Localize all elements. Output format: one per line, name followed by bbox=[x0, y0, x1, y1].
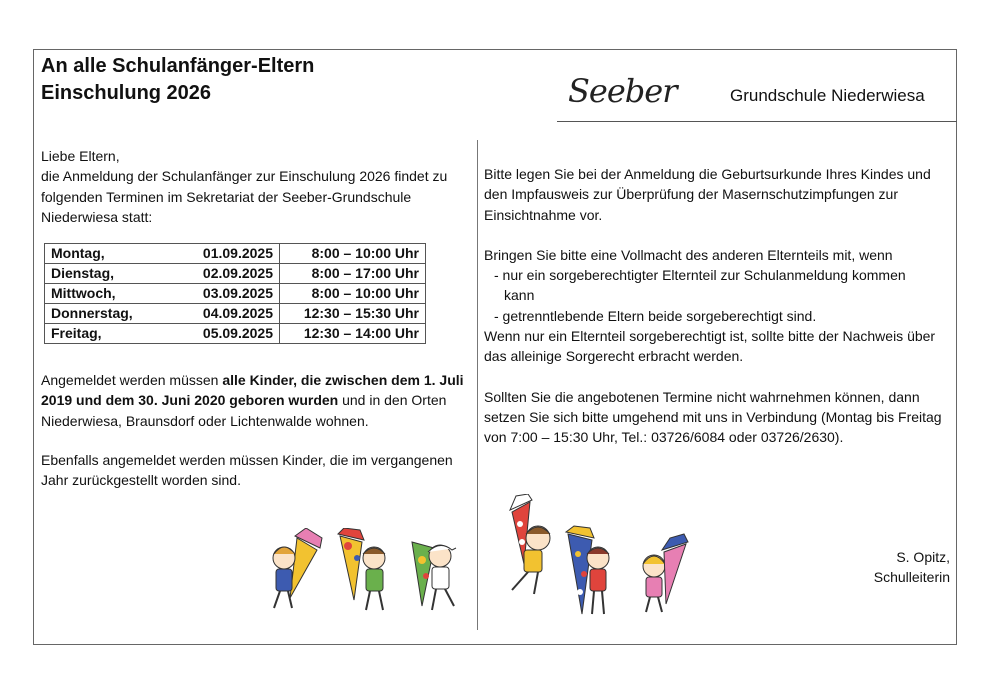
child-with-cone-icon bbox=[338, 528, 385, 610]
deferred-paragraph: Ebenfalls angemeldet werden müssen Kinder, die im vergangenen Jahr zurückgestellt worden sind. bbox=[41, 452, 453, 489]
title-line-2: Einschulung 2026 bbox=[41, 82, 212, 104]
time-cell: 12:30 – 14:00 Uhr bbox=[280, 324, 426, 344]
school-name: Grundschule Niederwiesa bbox=[730, 86, 925, 105]
documents-paragraph: Bitte legen Sie bei der Anmeldung die Geburtsurkunde Ihres Kindes und den Impfausweis zur Überprüfung der Masernschutzimpfungen zur Einsichtnahme vor. bbox=[484, 166, 931, 223]
schedule-table bbox=[44, 243, 426, 344]
header-rule bbox=[557, 121, 957, 122]
day-cell: Freitag, bbox=[45, 324, 178, 344]
date-cell: 03.09.2025 bbox=[177, 284, 280, 304]
table-row bbox=[45, 284, 426, 304]
day-cell: Montag, bbox=[45, 244, 178, 264]
custody-paragraph: Wenn nur ein Elternteil sorgeberechtigt ist, sollte bitte der Nachweis über das alleinige Sorgerecht erbracht werden. bbox=[484, 328, 936, 365]
signature bbox=[874, 547, 950, 588]
bullet-item: - getrenntlebende Eltern beide sorgeberechtigt sind. bbox=[494, 307, 817, 324]
signature-name: S. Opitz, bbox=[896, 549, 950, 565]
day-cell: Dienstag, bbox=[45, 264, 178, 284]
deferred-note bbox=[41, 450, 481, 491]
date-cell: 04.09.2025 bbox=[177, 304, 280, 324]
time-cell: 8:00 – 10:00 Uhr bbox=[280, 244, 426, 264]
day-cell: Mittwoch, bbox=[45, 284, 178, 304]
child-with-cone-icon bbox=[510, 494, 550, 594]
title-line-1: An alle Schulanfänger-Eltern bbox=[41, 55, 315, 77]
table-row bbox=[45, 324, 426, 344]
authorization-paragraph: Bringen Sie bitte eine Vollmacht des anderen Elternteils mit, wenn bbox=[484, 246, 893, 263]
time-cell: 8:00 – 10:00 Uhr bbox=[280, 284, 426, 304]
date-cell: 01.09.2025 bbox=[177, 244, 280, 264]
child-with-cone-icon bbox=[412, 542, 456, 610]
table-row bbox=[45, 244, 426, 264]
bullet-continuation: kann bbox=[504, 287, 535, 304]
time-cell: 8:00 – 17:00 Uhr bbox=[280, 264, 426, 284]
day-cell: Donnerstag, bbox=[45, 304, 178, 324]
signature-role: Schulleiterin bbox=[873, 569, 950, 586]
registration-note bbox=[41, 370, 481, 431]
document-title bbox=[41, 53, 314, 107]
spacer bbox=[484, 367, 954, 387]
bullet-item: - nur ein sorgeberechtigter Elternteil zur Schulanmeldung kommen bbox=[494, 267, 906, 284]
table-row bbox=[45, 304, 426, 324]
time-cell: 12:30 – 15:30 Uhr bbox=[280, 304, 426, 324]
children-illustration-left bbox=[262, 528, 467, 618]
child-with-cone-icon bbox=[643, 534, 688, 612]
note-pre: Angemeldet werden müssen bbox=[41, 372, 223, 388]
children-illustration-right bbox=[494, 494, 709, 624]
child-with-cone-icon bbox=[273, 528, 322, 608]
child-with-cone-icon bbox=[566, 526, 609, 614]
intro-text bbox=[41, 146, 476, 227]
note-bold: alle Kinder, die zwischen dem 1. Juli 2019 und dem 30. Juni 2020 geboren wurden bbox=[41, 372, 464, 409]
right-column-text bbox=[484, 164, 954, 448]
greeting: Liebe Eltern, bbox=[41, 148, 120, 164]
date-cell: 05.09.2025 bbox=[177, 324, 280, 344]
note-post: und in den Orten Niederwiesa, Braunsdorf oder Lichtenwalde wohnen. bbox=[41, 392, 447, 429]
intro-paragraph: die Anmeldung der Schulanfänger zur Einschulung 2026 findet zu folgenden Terminen im Sekretariat der Seeber-Grundschule Niederwiesa statt: bbox=[41, 168, 448, 225]
table-row bbox=[45, 264, 426, 284]
date-cell: 02.09.2025 bbox=[177, 264, 280, 284]
spacer bbox=[484, 225, 954, 245]
contact-paragraph: Sollten Sie die angebotenen Termine nicht wahrnehmen können, dann setzen Sie sich bitte umgehend mit uns in Verbindung (Montag bis Freitag von 7:00 – 15:30 Uhr, Tel.: 03726/6084 oder 03726/2630). bbox=[484, 388, 942, 446]
school-logo: Seeber bbox=[568, 72, 677, 110]
